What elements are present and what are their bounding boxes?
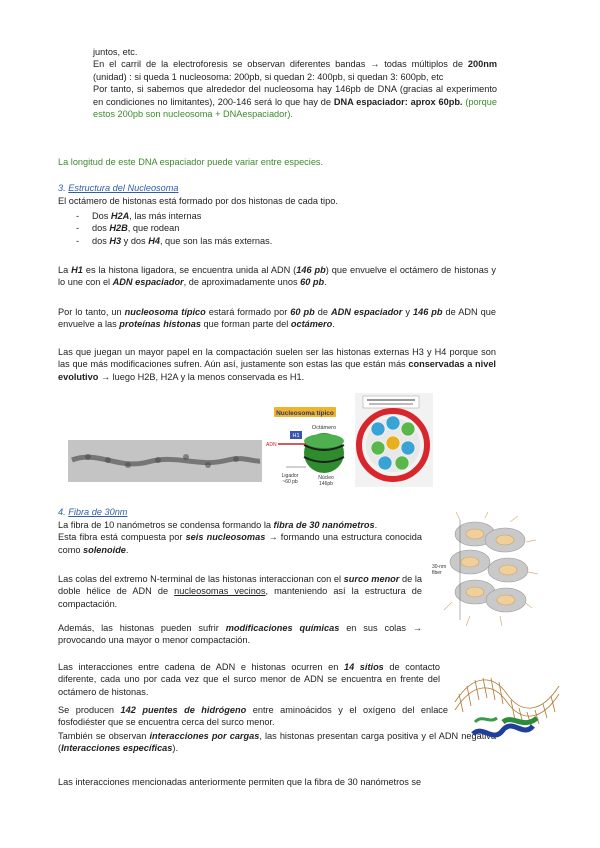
histone-list (76, 210, 272, 247)
histone-octamer-image (355, 393, 433, 487)
nucleosome-diagram (262, 405, 354, 487)
intro-block (93, 46, 497, 120)
n-terminal-paragraph: Las colas del extremo N-terminal de las histonas interaccionan con el surco menor de la doble hélice de ADN de nucleosomas vecinos, manteniendo así la estructura de compactación. (58, 574, 423, 609)
section3-lead: El octámero de histonas está formado por dos histonas de cada tipo. (58, 196, 338, 206)
list-item: - dos H2B, que rodean (76, 222, 272, 234)
green-note: La longitud de este DNA espaciador puede variar entre especies. (58, 157, 324, 167)
beads-on-string-micrograph (68, 440, 262, 482)
linker-label: Ligador (281, 473, 299, 479)
fiber-intro: La fibra de 10 nanómetros se condensa formando la fibra de 30 nanómetros. Esta fibra está compuesta por seis nucleosomas → formando una estructura conocida como solenoide. (58, 520, 422, 555)
list-item: - Dos H2A, las más internas (76, 210, 272, 222)
octamer-svg (355, 393, 433, 487)
spacer-dna-paragraph: Por tanto, si sabemos que alrededor del nucleosoma hay 146pb de DNA (gracias al experimento en condiciones no limitantes), 200-146 será lo que hay de DNA espaciador: aprox 60pb. (porque estos 200pb son nucleosoma + DNAespaciador). (93, 84, 497, 120)
svg-text:~60 pb: ~60 pb (282, 479, 298, 485)
adn-label: ADN (266, 442, 277, 448)
typical-nucleosome-paragraph: Por lo tanto, un nucleosoma típico estará formado por 60 pb de ADN espaciador y 146 pb de ADN que envuelve a las proteínas histonas que forman parte del octámero. (58, 307, 496, 330)
compaction-paragraph: Las que juegan un mayor papel en la compactación suelen ser las histonas externas H3 y H4 porque son las que más modificaciones sufren. Aún así, justamente son estas las que están más conservadas a nivel evolutivo → luego H2B, H2A y la menos conservada es H1. (58, 347, 496, 382)
closing-paragraph: Las interacciones mencionadas anteriormente permiten que la fibra de 30 nanómetros se (58, 777, 422, 787)
nucleosome-svg (262, 405, 354, 487)
h1-label: H1 (292, 433, 300, 439)
fiber-30nm-image (430, 512, 540, 628)
svg-text:fiber: fiber (432, 570, 442, 576)
section4-heading: 4. Fibra de 30nm (58, 507, 128, 517)
core-label: Núcleo (318, 475, 334, 481)
electrophoresis-paragraph: En el carril de la electroforesis se observan diferentes bandas → todas múltiplos de 200nm (unidad) : si queda 1 nucleosoma: 200pb, si quedan 2: 400pb, si quedan 3: 600pb, etc (93, 59, 497, 82)
h1-paragraph: La H1 es la histona ligadora, se encuentra unida al ADN (146 pb) que envuelve el octámero de histonas y lo une con el ADN espaciador, de aproximadamente unos 60 pb. (58, 265, 496, 288)
charge-interactions-paragraph: También se observan interacciones por cargas, las histonas presentan carga positiva y el ADN negativa (Interacciones específicas). (58, 731, 497, 754)
fiber-label: 30-nm (432, 564, 447, 570)
contact-sites-paragraph: Las interacciones entre cadena de ADN e histonas ocurren en 14 sitios de contacto diferente, cada uno por cada vez que el surco menor de ADN se encuentra en frente del octámero de histonas. (58, 662, 440, 697)
hydrogen-bonds-paragraph: Se producen 142 puentes de hidrógeno entre aminoácidos y el oxígeno del enlace fosfodiéster que se encuentra cerca del surco menor. (58, 705, 449, 728)
dna-histone-structure-image (453, 664, 561, 750)
solenoid-svg (430, 512, 540, 628)
modifications-paragraph: Además, las histonas pueden sufrir modificaciones químicas en sus colas → provocando una mayor o menor compactación. (58, 623, 422, 646)
list-item: - dos H3 y dos H4, que son las más externas. (76, 235, 272, 247)
intro-line1: juntos, etc. (93, 47, 138, 57)
octamer-label: Octámero (311, 425, 337, 431)
svg-text:146pb: 146pb (319, 481, 333, 487)
section3-heading: 3. Estructura del Nucleosoma (58, 183, 179, 193)
nucleosome-title: Nucleosoma típico (276, 410, 334, 417)
dna-structure-svg (453, 664, 561, 750)
micrograph-image (68, 440, 262, 482)
